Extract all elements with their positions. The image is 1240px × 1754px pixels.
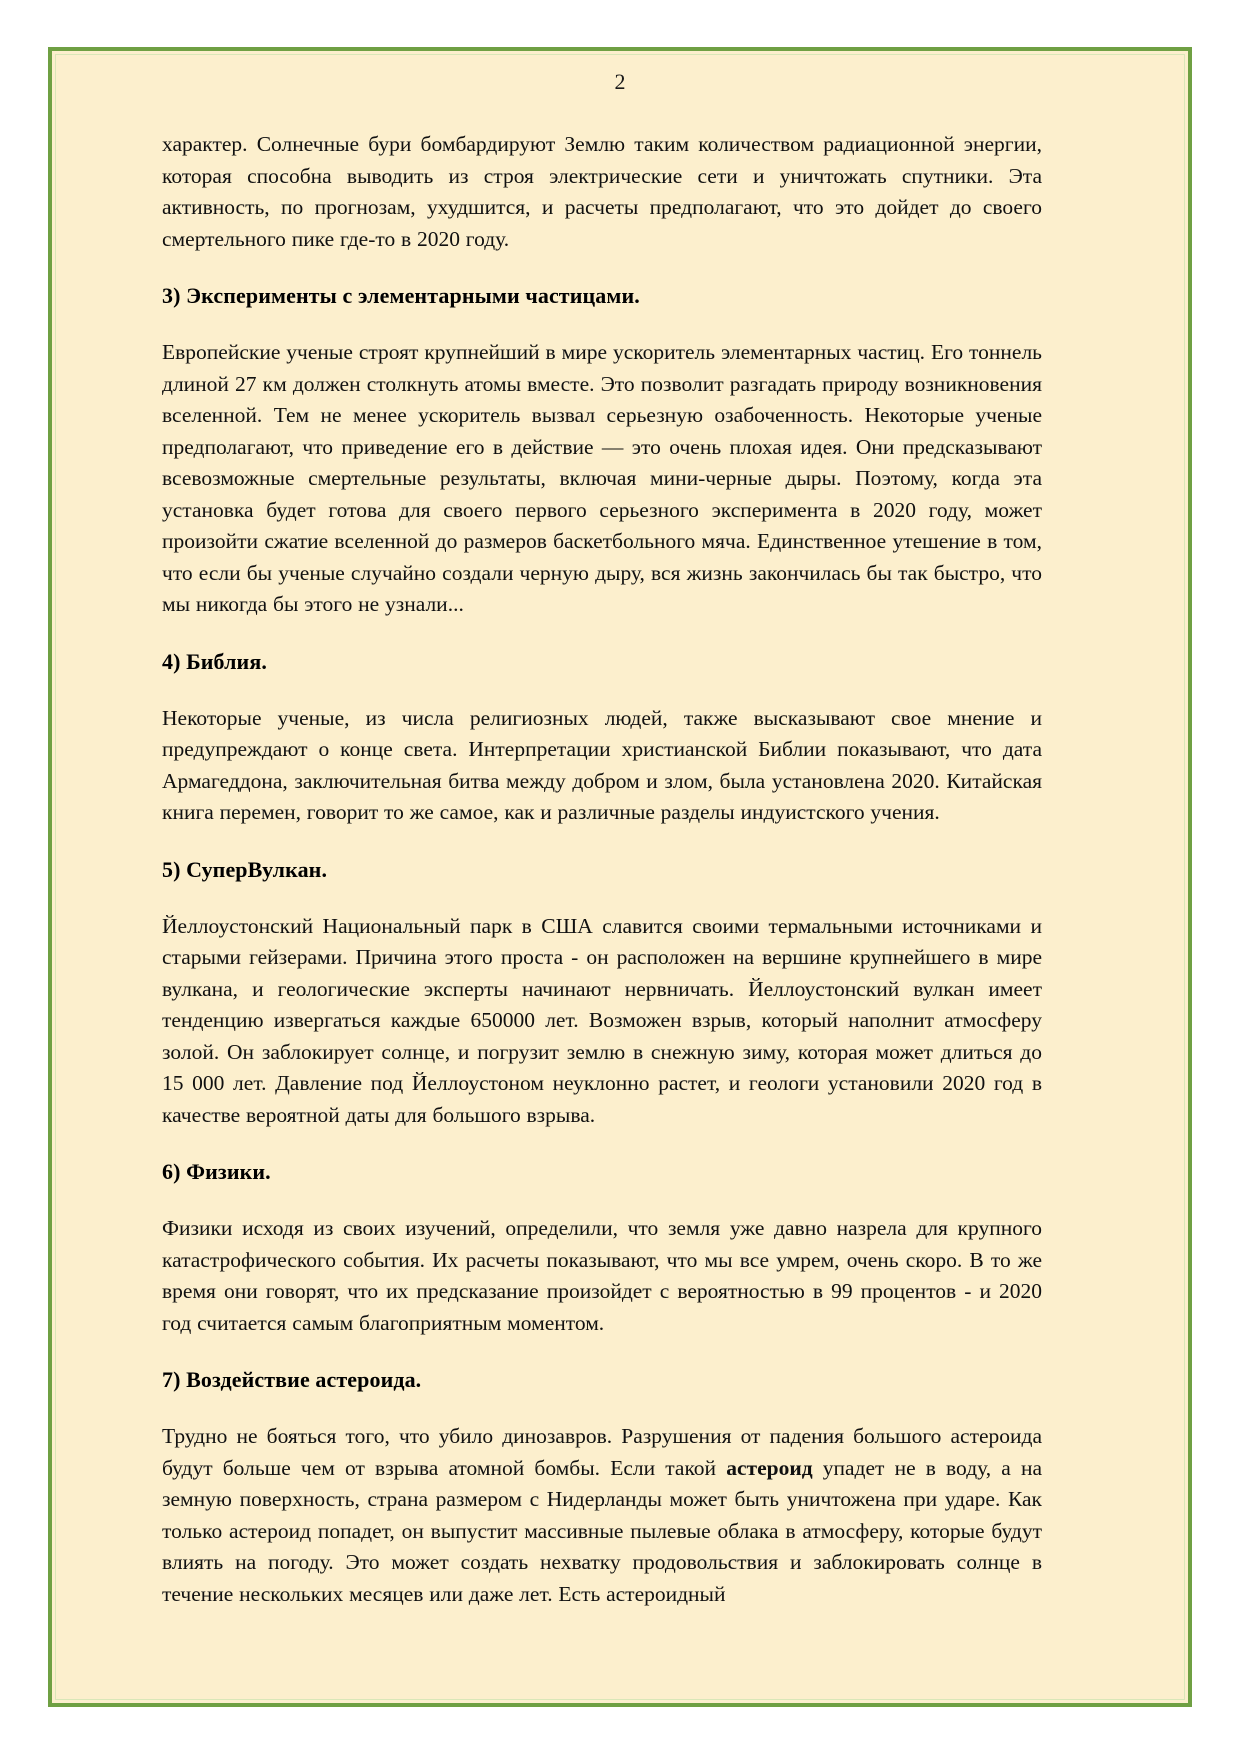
section-heading: 3) Эксперименты с элементарными частицами. (162, 283, 640, 309)
paragraph-text-run: Трудно не бояться того, что убило динозавров. Разрушения от падения большого астероида будут больше чем от взрыва атомной бомбы. Если такой (162, 1424, 1042, 1480)
section-heading: 5) СуперВулкан. (162, 856, 328, 882)
document-text-column (162, 129, 1042, 1610)
section-heading: 6) Физики. (162, 1159, 271, 1185)
section-heading: 4) Библия. (162, 648, 267, 674)
body-paragraph: Йеллоустонский Национальный парк в США славится своими термальными источниками и старыми гейзерами. Причина этого проста - он расположен на вершине крупнейшего в мире вулкана, и геологические эксперты начинают нервничать. Йеллоустонский вулкан имеет тенденцию извергаться каждые 650000 лет. Возможен взрыв, который наполнит атмосферу золой. Он заблокирует солнце, и погрузит землю в снежную зиму, которая может длиться до 15 000 лет. Давление под Йеллоустоном неуклонно растет, и геологи установили 2020 год в качестве вероятной даты для большого взрыва. (162, 913, 1042, 1127)
body-paragraph: Некоторые ученые, из числа религиозных людей, также высказывают свое мнение и предупреждают о конце света. Интерпретации христианской Библии показывают, что дата Армагеддона, заключительная битва между добром и злом, была установлена 2020. Китайская книга перемен, говорит то же самое, как и различные разделы индуистского учения. (162, 705, 1042, 825)
body-paragraph (162, 1421, 1042, 1610)
body-paragraph: характер. Солнечные бури бомбардируют Землю таким количеством радиационной энергии, которая способна выводить из строя электрические сети и уничтожать спутники. Эта активность, по прогнозам, ухудшится, и расчеты предполагают, что это дойдет до своего смертельного пике где-то в 2020 году. (162, 132, 1042, 251)
body-paragraph: Европейские ученые строят крупнейший в мире ускоритель элементарных частиц. Его тоннель длиной 27 км должен столкнуть атомы вместе. Это позволит разгадать природу возникновения вселенной. Тем не менее ускоритель вызвал серьезную озабоченность. Некоторые ученые предполагают, что приведение его в действие — это очень плохая идея. Они предсказывают всевозможные смертельные результаты, включая мини-черные дыры. Поэтому, когда эта установка будет готова для своего первого серьезного эксперимента в 2020 году, может произойти сжатие вселенной до размеров баскетбольного мяча. Единственное утешение в том, что если бы ученые случайно создали черную дыру, вся жизнь закончилась бы так быстро, что мы никогда бы этого не узнали... (162, 340, 1042, 617)
document-page-frame (48, 47, 1192, 1707)
section-heading: 7) Воздействие астероида. (162, 1367, 422, 1393)
body-paragraph: Физики исходя из своих изучений, определили, что земля уже давно назрела для крупного катастрофического события. Их расчеты показывают, что мы все умрем, очень скоро. В то же время они говорят, что их предсказание произойдет с вероятностью в 99 процентов - и 2020 год считается самым благоприятным моментом. (162, 1216, 1042, 1335)
paragraph-text-run: упадет не в воду, а на земную поверхность, страна размером с Нидерланды может быть уничтожена при ударе. Как только астероид попадет, он выпустит массивные пылевые облака в атмосферу, которые будут влиять на погоду. Это может создать нехватку продовольствия и заблокировать солнце в течение нескольких месяцев или даже лет. Есть астероидный (162, 1455, 1042, 1606)
page-content (52, 51, 1188, 1703)
emphasized-term: астероид (726, 1455, 813, 1480)
page-number: 2 (614, 69, 626, 94)
